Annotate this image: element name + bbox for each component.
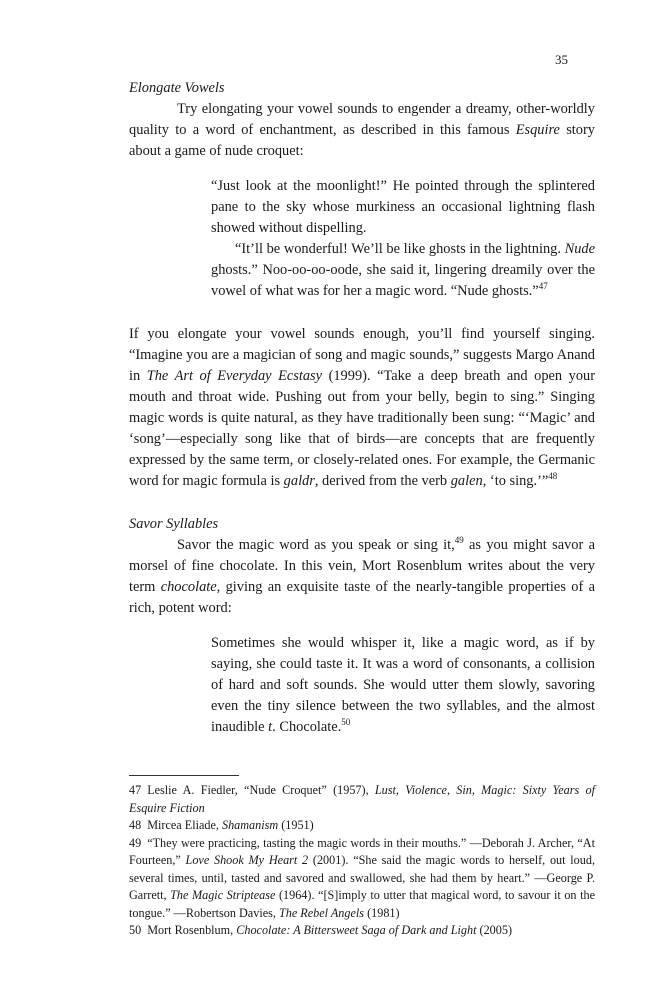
page-number: 35 (555, 52, 568, 67)
quote-paragraph: “It’ll be wonderful! We’ll be like ghosts in the lightning. Nude ghosts.” Noo-oo-oo-oode, she said it, lingering dreamily over the vowel of what was for her a magic word. “Nude ghosts.”$^{47}$ (211, 241, 595, 299)
main-text (129, 78, 595, 738)
footnote-48: 48 Mircea Eliade, Shamanism (1951) (129, 818, 314, 832)
block-quote-nude-croquet (211, 176, 595, 302)
footnote-ref: 48 (548, 471, 558, 482)
section-heading-elongate-vowels: Elongate Vowels (129, 80, 225, 96)
footnote-ref: 49 (454, 535, 464, 546)
footnotes (129, 775, 595, 940)
paragraph-singing: If you elongate your vowel sounds enough, you’ll find yourself singing. “Imagine you are a magician of song and magic sounds,” suggests Margo Anand in The Art of Everyday Ecstasy (1999). “Take a deep breath and open your mouth and throat wide. Pushing out from your belly, begin to sing.” Singing magic words is quite natural, as they have traditionally been sung: “‘Magic’ and ‘song’—especially song like that of birds—are concepts that are frequently expressed by the same term, or closely-related ones. For example, the Germanic word for magic formula is galdr, derived from the verb galen, ‘to sing.’”$^{48}$ (129, 326, 596, 489)
footnote-ref: 50 (341, 717, 351, 728)
footnote-divider (129, 775, 239, 776)
paragraph-elongate-intro: Try elongating your vowel sounds to engender a dreamy, other-worldly quality to a word of enchantment, as described in this famous Esquire story about a game of nude croquet: (129, 101, 595, 159)
footnote-47: 47 Leslie A. Fiedler, “Nude Croquet” (1957), Lust, Violence, Sin, Magic: Sixty Years of Esquire Fiction (129, 783, 595, 815)
footnote-50: 50 Mort Rosenblum, Chocolate: A Bittersweet Saga of Dark and Light (2005) (129, 923, 513, 937)
quote-paragraph: Sometimes she would whisper it, like a magic word, as if by saying, she could taste it. It was a word of consonants, a collision of hard and soft sounds. She would utter them slowly, savoring even the tiny silence between the two syllables, and the almost inaudible t. Chocolate.$^{50}$ (211, 635, 595, 735)
block-quote-chocolate (211, 633, 595, 738)
paragraph-savor-intro: Savor the magic word as you speak or sing it,$^{49}$ as you might savor a morsel of fine chocolate. In this vein, Mort Rosenblum writes about the very term chocolate, giving an exquisite taste of the nearly-tangible properties of a rich, potent word: (129, 535, 595, 616)
section-heading-savor-syllables: Savor Syllables (129, 516, 219, 532)
footnote-49: 49 “They were practicing, tasting the magic words in their mouths.” —Deborah J. Archer, “At Fourteen,” Love Shook My Heart 2 (2001). “She said the magic words to herself, out loud, several times, until, tasted and savored and swallowed, she had them by heart.” —George P. Garrett, The Magic Striptease (1964). “[S]imply to utter that magical word, to savour it on the tongue.” —Robertson Davies, The Rebel Angels (1981) (129, 835, 595, 920)
quote-paragraph: “Just look at the moonlight!” He pointed through the splintered pane to the sky whose murkiness an occasional lightning flash showed without dispelling. (211, 178, 595, 236)
footnote-ref: 47 (538, 281, 548, 292)
